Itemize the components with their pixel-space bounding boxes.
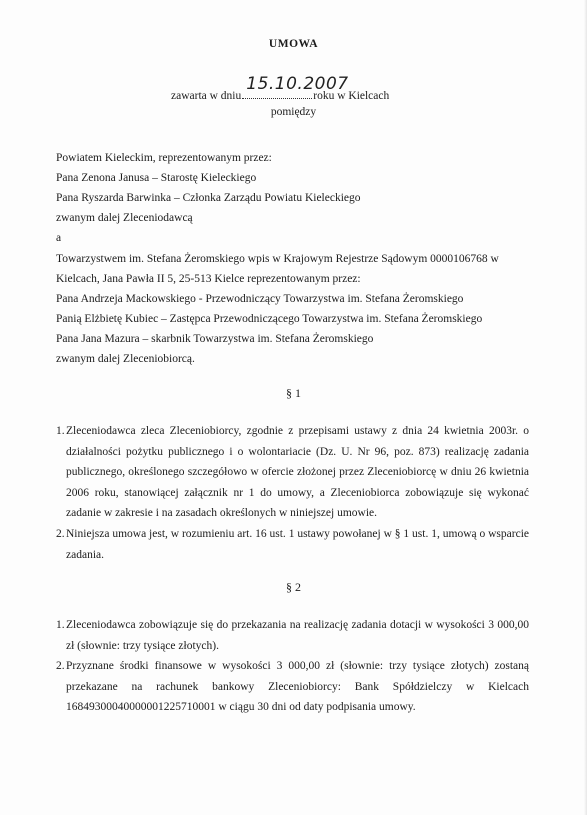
document-title: UMOWA	[268, 38, 319, 50]
section-heading: § 2	[286, 580, 301, 594]
party-line: Pana Ryszarda Barwinka – Członka Zarządu Powiatu Kieleckiego	[56, 192, 361, 204]
party-line: a	[56, 232, 62, 244]
party-line: Powiatem Kieleckim, reprezentowanym przez:	[56, 152, 272, 164]
clause-text: Przyznane środki finansowe w wysokości 3 000,00 zł (słownie: trzy tysiące złotych) zostaną przekazane na rachunek bankowy Zleceniobiorcy: Bank Spółdzielczy w Kielcach 16849300040000001225710001 w ciągu 30 dni od daty podpisania umowy.	[66, 660, 529, 713]
party-line: Towarzystwem im. Stefana Żeromskiego wpis w Krajowym Rejestrze Sądowym 0000106768 w	[56, 253, 499, 265]
clause-number: 2.	[56, 660, 65, 672]
party-line: Pana Andrzeja Mackowskiego - Przewodniczący Towarzystwa im. Stefana Żeromskiego	[56, 293, 464, 305]
party-line: zwanym dalej Zleceniobiorcą.	[56, 353, 195, 365]
clause	[56, 524, 529, 565]
party-line: zwanym dalej Zleceniodawcą	[56, 212, 193, 224]
clause-text: Niniejsza umowa jest, w rozumieniu art. 16 ust. 1 ustawy powołanej w § 1 ust. 1, umową o wsparcie zadania.	[66, 528, 529, 561]
party-line: Pana Zenona Janusa – Starostę Kieleckiego	[56, 172, 257, 184]
date-field	[242, 74, 349, 99]
clause	[56, 421, 529, 524]
party-line: Kielcach, Jana Pawła II 5, 25-513 Kielce reprezentowanym przez:	[56, 273, 361, 285]
clause	[56, 656, 529, 718]
dateline	[171, 74, 390, 102]
party-line: Panią Elżbietę Kubiec – Zastępca Przewodniczącego Towarzystwa im. Stefana Żeromskiego	[56, 313, 483, 325]
clause	[56, 615, 529, 656]
dateline-prefix: zawarta w dniu	[171, 90, 242, 102]
clause-number: 1.	[56, 619, 65, 631]
clause-number: 1.	[56, 425, 65, 437]
between-label: pomiędzy	[270, 106, 317, 118]
party-line: Pana Jana Mazura – skarbnik Towarzystwa im. Stefana Żeromskiego	[56, 333, 374, 345]
section-heading: § 1	[286, 386, 301, 400]
clause-text: Zleceniodawca zleca Zleceniobiorcy, zgodnie z przepisami ustawy z dnia 24 kwietnia 2003r. o działalności pożytku publicznego i o wolontariacie (Dz. U. Nr 96, poz. 873) realizację zadania publicznego, określonego szczegółowo w ofercie złożonej przez Zleceniobiorcę w dniu 26 kwietnia 2006 roku, stanowiącej załącznik nr 1 do umowy, a Zleceniobiorca zobowiązuje się wykonać zadanie w zakresie i na zasadach określonych w niniejszej umowie.	[66, 425, 529, 519]
clause-number: 2.	[56, 528, 65, 540]
handwritten-date: 15.10.2007	[246, 74, 349, 94]
clause-text: Zleceniodawca zobowiązuje się do przekazania na realizację zadania dotacji w wysokości 3 000,00 zł (słownie: trzy tysiące złotych).	[66, 619, 529, 652]
dateline-suffix: roku w Kielcach	[313, 90, 390, 102]
